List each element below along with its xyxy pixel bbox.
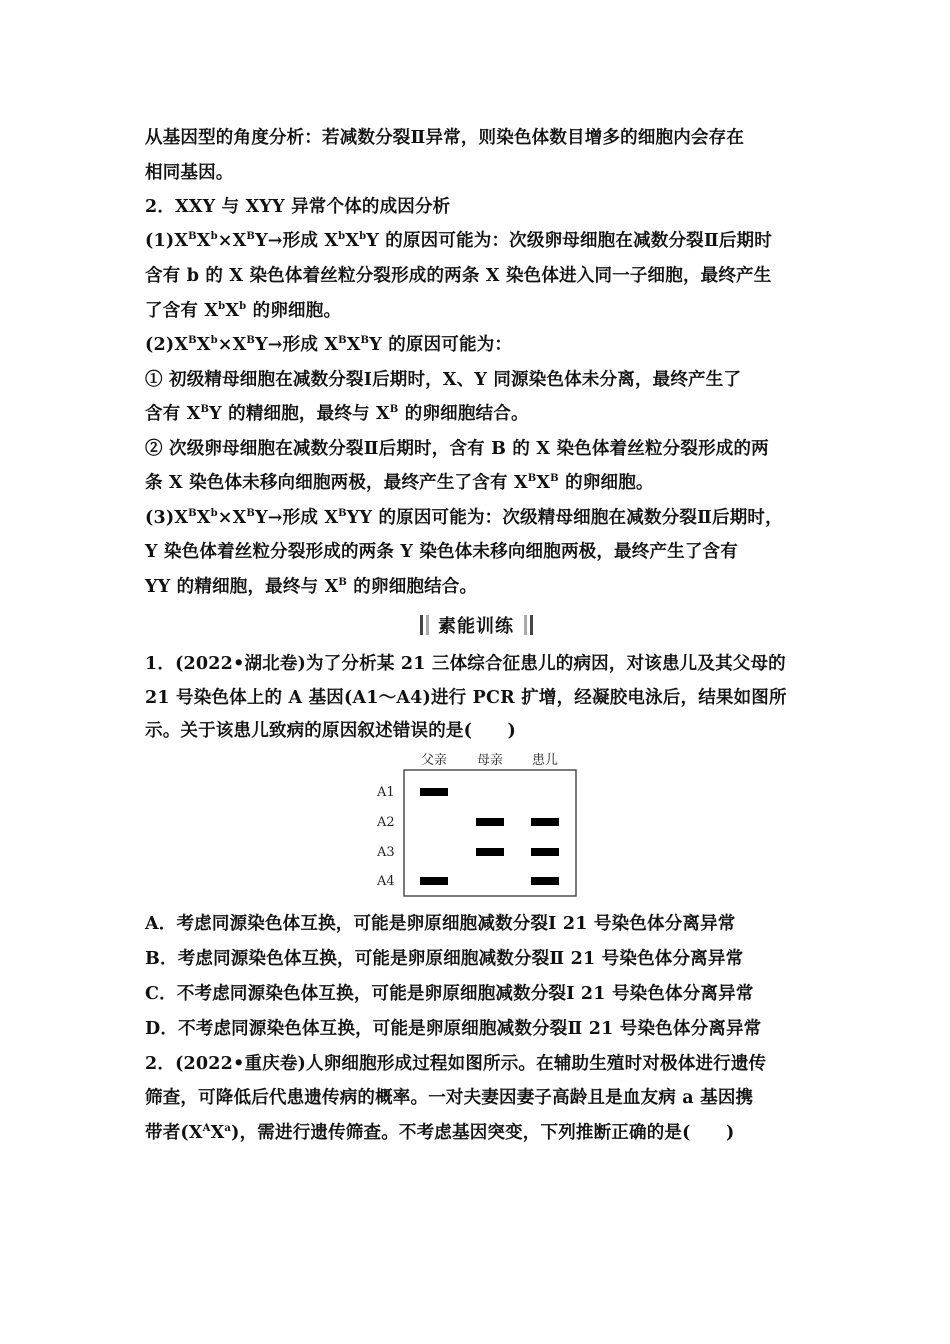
- banner-bar: [530, 615, 533, 635]
- gel-band: [420, 788, 448, 796]
- gel-column-label: 母亲: [476, 753, 504, 768]
- question-1-stem: 示。关于该患儿致病的原因叙述错误的是( ): [145, 721, 516, 741]
- text-line: Y 染色体着丝粒分裂形成的两条 Y 染色体未移向细胞两极，最终产生了含有: [145, 542, 738, 562]
- gel-band: [531, 877, 559, 885]
- gel-band: [476, 818, 504, 826]
- gel-column-label: 父亲: [420, 753, 448, 768]
- gel-row-label: A1: [377, 785, 395, 800]
- text-line: YY 的精细胞，最终与 $X^B$ 的卵细胞结合。: [145, 577, 478, 597]
- gel-band: [531, 848, 559, 856]
- gel-electrophoresis-figure: [372, 748, 582, 900]
- option-a: A．考虑同源染色体互换，可能是卵原细胞减数分裂Ⅰ 21 号染色体分离异常: [145, 914, 736, 934]
- question-2-stem: 筛查，可降低后代患遗传病的概率。一对夫妻因妻子高龄且是血友病 a 基因携: [145, 1088, 754, 1108]
- banner-bar: [524, 615, 527, 635]
- text-line: $(3)X^BX^b\times X^BY\to$形成 $X^BYY$ 的原因可能为：次级精母细胞在减数分裂Ⅱ后期时，: [145, 508, 783, 528]
- text-line: ① 初级精母细胞在减数分裂Ⅰ后期时，X、Y 同源染色体未分离，最终产生了: [145, 370, 742, 390]
- text-line: 条 X 染色体未移向细胞两极，最终产生了含有 $X^BX^B$ 的卵细胞。: [145, 473, 654, 493]
- question-2-stem: 带者$(X^AX^a)$，需进行遗传筛查。不考虑基因突变，下列推断正确的是( ): [145, 1123, 735, 1143]
- gel-band: [476, 848, 504, 856]
- text-line: 从基因型的角度分析：若减数分裂Ⅱ异常，则染色体数目增多的细胞内会存在: [145, 128, 745, 148]
- option-d: D．不考虑同源染色体互换，可能是卵原细胞减数分裂Ⅱ 21 号染色体分离异常: [145, 1019, 762, 1039]
- text-line: $(1)X^BX^b\times X^BY\to$形成 $X^bX^bY$ 的原因可能为：次级卵母细胞在减数分裂Ⅱ后期时: [145, 231, 772, 251]
- question-1-stem: 21 号染色体上的 A 基因(A1～A4)进行 PCR 扩增，经凝胶电泳后，结果如图所: [145, 688, 787, 708]
- banner-bar: [426, 615, 429, 635]
- text-line: $(2)X^BX^b\times X^BY\to$形成 $X^BX^BY$ 的原因可能为：: [145, 335, 513, 355]
- question-1-stem: 1．(2022•湖北卷)为了分析某 21 三体综合征患儿的病因，对该患儿及其父母的: [145, 654, 786, 674]
- text-line: 含有 b 的 X 染色体着丝粒分裂形成的两条 X 染色体进入同一子细胞，最终产生: [145, 266, 772, 286]
- gel-column-label: 患儿: [531, 753, 559, 768]
- section-heading: 2．XXY 与 XYY 异常个体的成因分析: [145, 197, 451, 217]
- text-line: ② 次级卵母细胞在减数分裂Ⅱ后期时，含有 B 的 X 染色体着丝粒分裂形成的两: [145, 439, 769, 459]
- section-banner: [408, 612, 544, 638]
- option-b: B．考虑同源染色体互换，可能是卵原细胞减数分裂Ⅱ 21 号染色体分离异常: [145, 949, 744, 969]
- gel-row-label: A2: [377, 815, 395, 830]
- gel-band: [420, 877, 448, 885]
- text-line: 相同基因。: [145, 163, 234, 183]
- banner-bar: [420, 615, 423, 635]
- option-c: C．不考虑同源染色体互换，可能是卵原细胞减数分裂Ⅰ 21 号染色体分离异常: [145, 984, 754, 1004]
- gel-band: [531, 818, 559, 826]
- text-line: 了含有 $X^bX^b$ 的卵细胞。: [145, 301, 342, 321]
- gel-diagram: [372, 748, 582, 900]
- banner-title: 素能训练: [438, 616, 514, 637]
- question-2-stem: 2．(2022•重庆卷)人卵细胞形成过程如图所示。在辅助生殖时对极体进行遗传: [145, 1054, 767, 1074]
- gel-row-label: A4: [377, 874, 395, 889]
- text-line: 含有 $X^BY$ 的精细胞，最终与 $X^B$ 的卵细胞结合。: [145, 404, 529, 424]
- gel-row-label: A3: [377, 845, 395, 860]
